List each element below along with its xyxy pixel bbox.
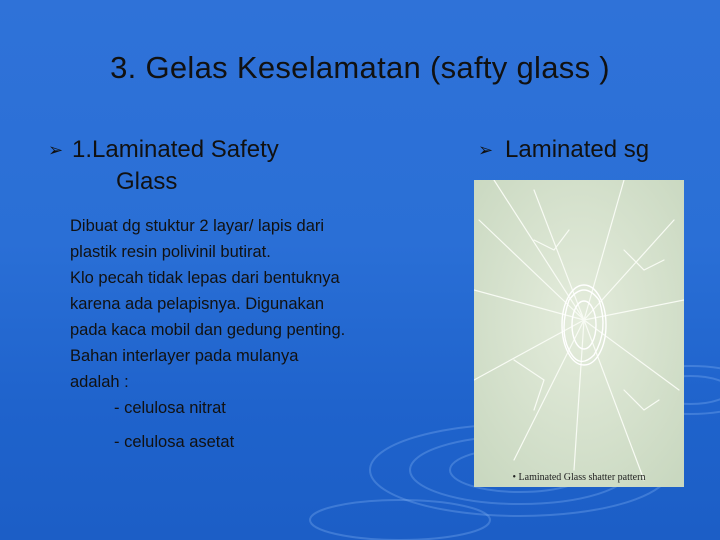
list-item: - celulosa asetat <box>114 433 235 451</box>
body-paragraph <box>70 213 430 455</box>
list-item: - celulosa nitrat <box>114 399 226 417</box>
body-line: Klo pecah tidak lepas dari bentuknya <box>70 269 340 287</box>
body-line: karena ada pelapisnya. Digunakan <box>70 295 325 313</box>
body-line: adalah : <box>70 373 129 391</box>
left-heading-line-1: 1.Laminated Safety <box>72 136 279 163</box>
left-heading-line-2: Glass <box>116 168 178 195</box>
arrow-bullet-icon: ➢ <box>478 140 494 160</box>
body-line: plastik resin polivinil butirat. <box>70 243 271 261</box>
body-line: pada kaca mobil dan gedung penting. <box>70 321 346 339</box>
body-line: Bahan interlayer pada mulanya <box>70 347 299 365</box>
shattered-glass-photo <box>474 180 684 487</box>
photo-caption: • Laminated Glass shatter pattern <box>512 472 646 483</box>
arrow-bullet-icon: ➢ <box>48 140 64 160</box>
left-heading <box>72 134 332 198</box>
slide-title: 3. Gelas Keselamatan (safty glass ) <box>110 50 610 85</box>
right-heading: Laminated sg <box>505 136 650 163</box>
body-line: Dibuat dg stuktur 2 layar/ lapis dari <box>70 217 325 235</box>
crack-pattern-image <box>474 180 684 487</box>
